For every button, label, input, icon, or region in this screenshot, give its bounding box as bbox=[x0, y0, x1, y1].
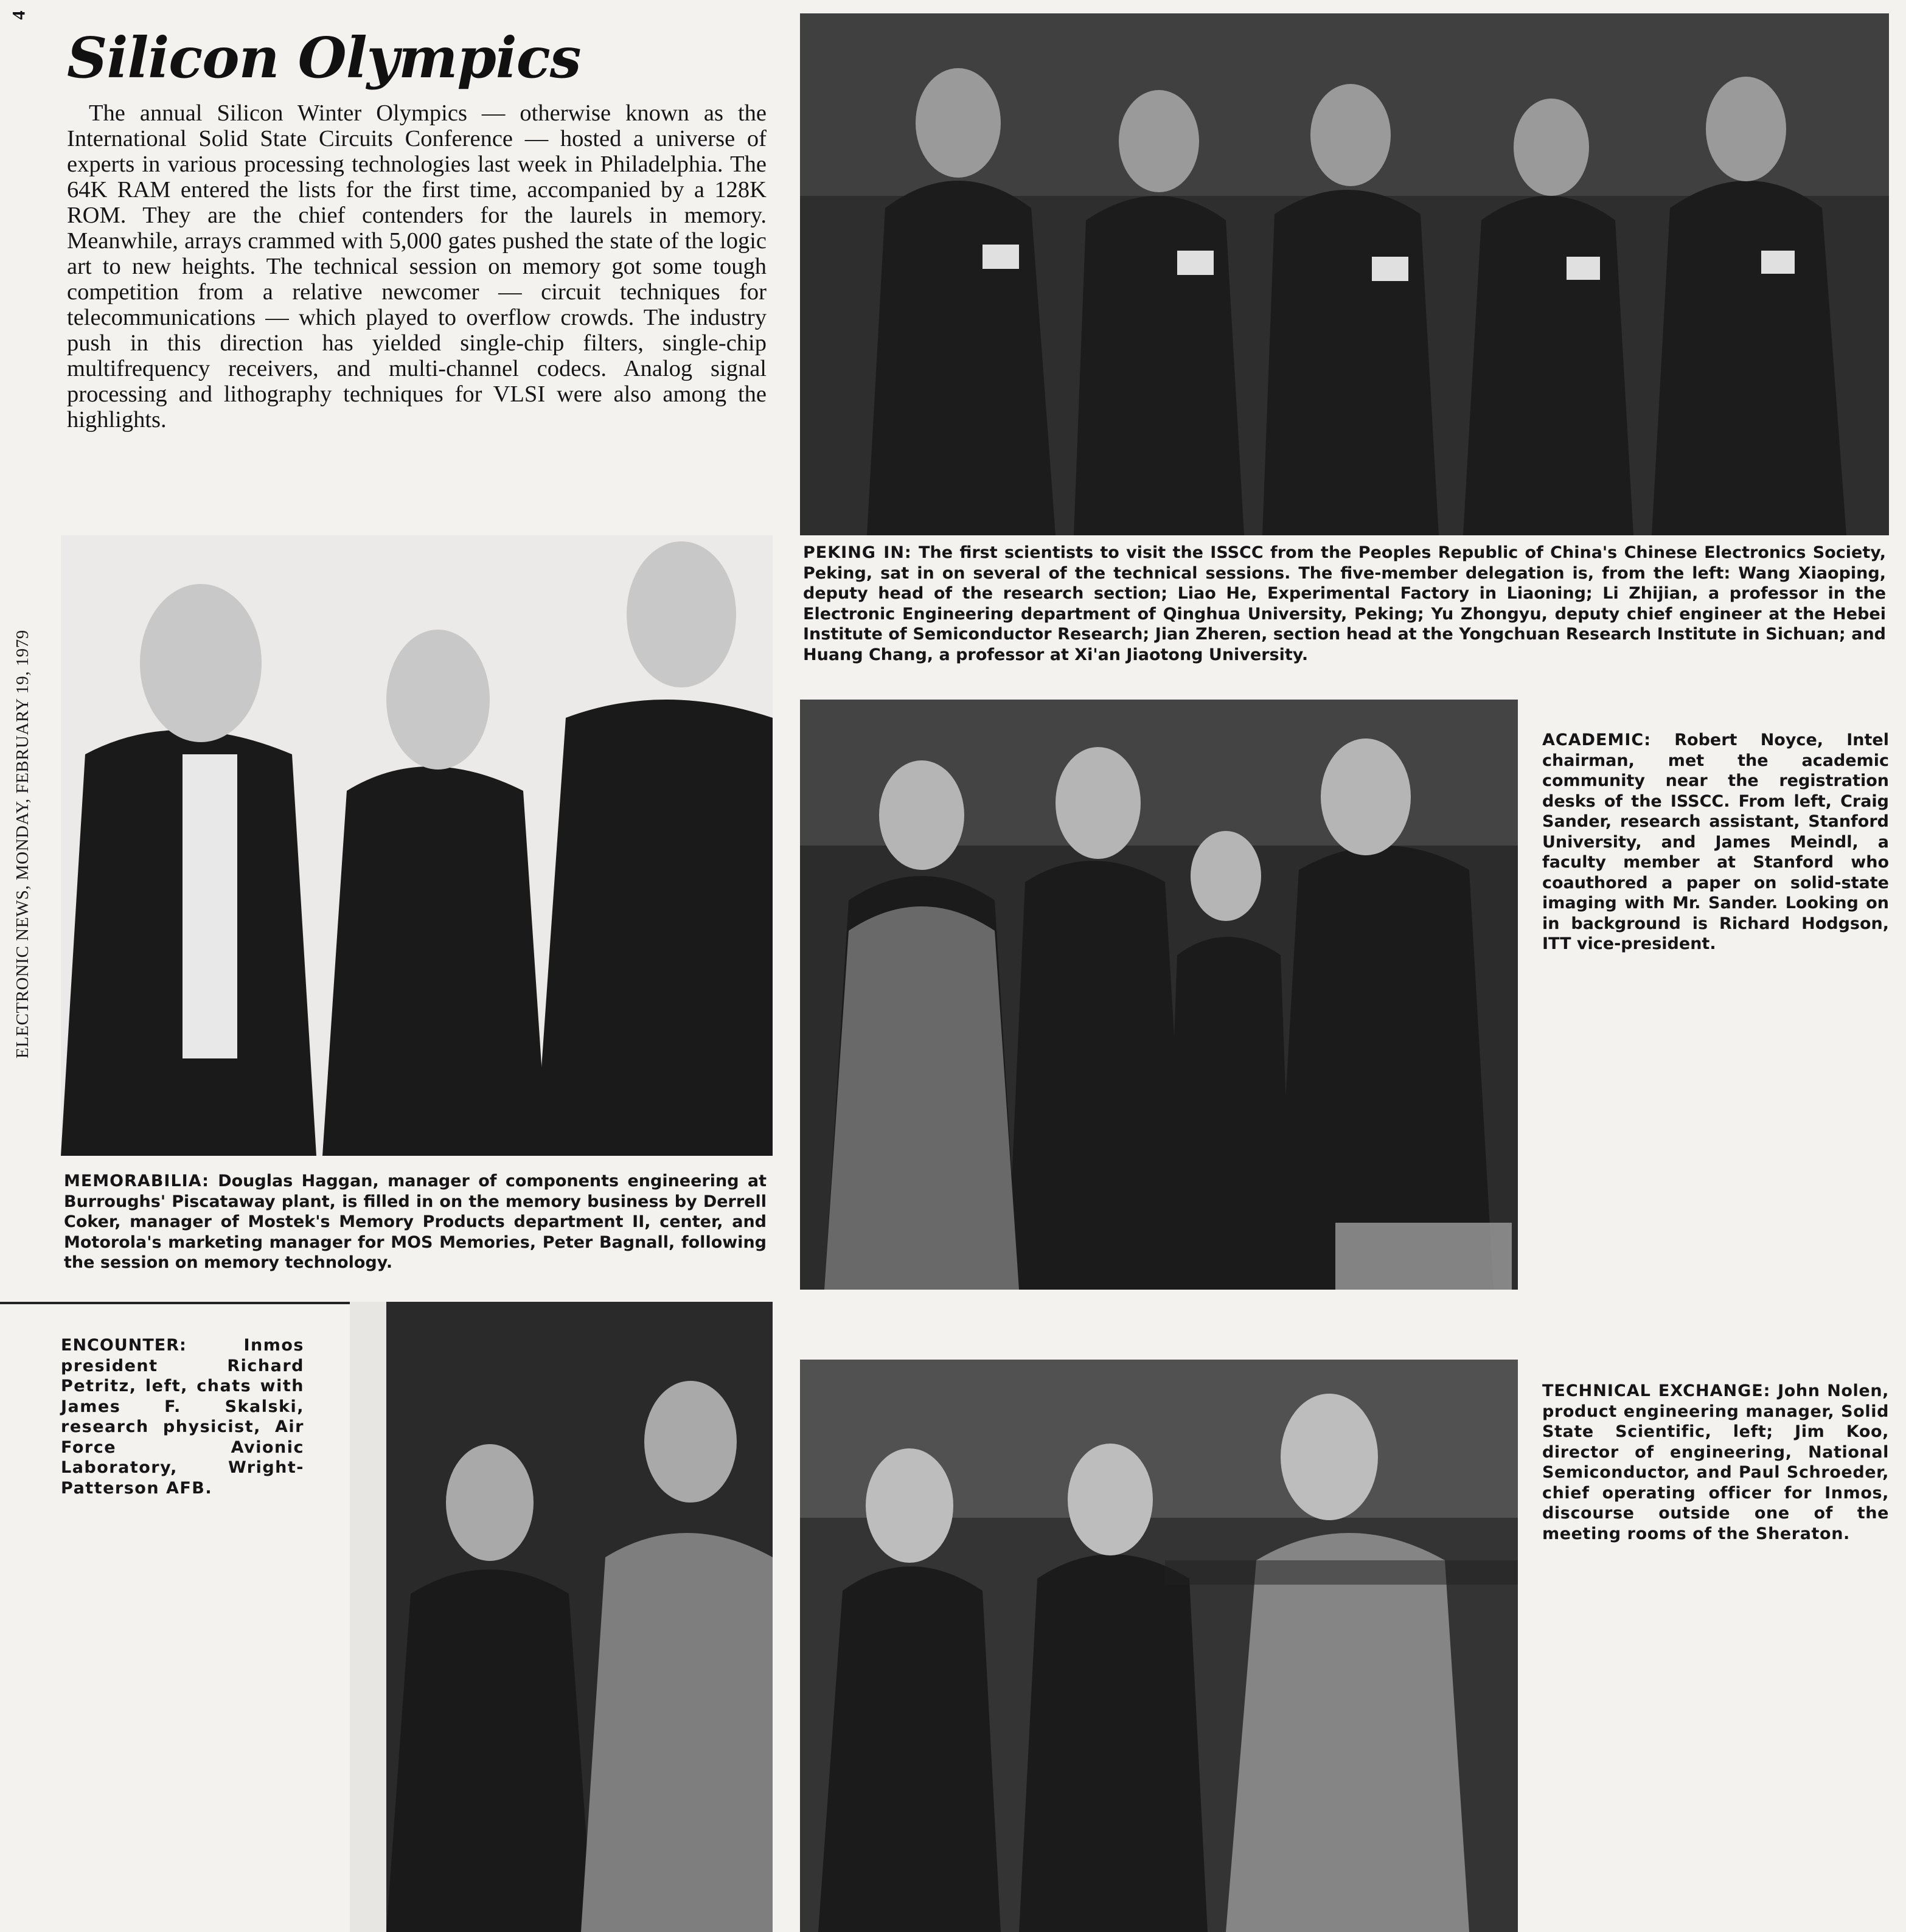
photo-technical-figures bbox=[800, 1360, 1518, 1932]
page-number: 4 bbox=[9, 10, 29, 20]
caption-peking-text: The first scientists to visit the ISSCC from the Peoples Republic of China's Chinese Electronics Society, Peking, sat in on several of the technical sessions. The five-member delegation is, from the left: Wang Xiaoping, deputy head of the research section; Liao He, Experimental Factory in Liaoning; Li Zhijian, a professor in the Electronic Engineering department of Qinghua University, Peking; Yu Zhongyu, deputy chief engineer at the Hebei Institute of Semiconductor Research; Jian Zheren, section head at the Yongchuan Research Institute in Sichuan; and Huang Chang, a professor at Xi'an Jiaotong University. bbox=[803, 543, 1886, 664]
photo-memorabilia-figures bbox=[61, 535, 773, 1156]
photo-encounter bbox=[350, 1302, 773, 1932]
photo-technical-exchange bbox=[800, 1360, 1518, 1932]
photo-peking-delegation bbox=[800, 13, 1889, 535]
caption-technical-lead: TECHNICAL EXCHANGE: bbox=[1542, 1381, 1771, 1400]
caption-memorabilia bbox=[64, 1171, 767, 1273]
caption-academic-lead: ACADEMIC: bbox=[1542, 731, 1651, 749]
caption-memorabilia-text: Douglas Haggan, manager of components engineering at Burroughs' Piscataway plant, is filled in on the memory business by Derrell Coker, manager of Mostek's Memory Products department II, center, and Motorola's marketing manager for MOS Memories, Peter Bagnall, following the session on memory technology. bbox=[64, 1172, 767, 1272]
caption-encounter-lead: ENCOUNTER: bbox=[61, 1336, 187, 1355]
photo-academic bbox=[800, 700, 1518, 1290]
caption-academic-text: Robert Noyce, Intel chairman, met the academic community near the registration desks of the ISSCC. From left, Craig Sander, research assistant, Stanford University, and James Meindl, a faculty member at Stanford who coauthored a paper on solid-state imaging with Mr. Sander. Looking on in background is Richard Hodgson, ITT vice-president. bbox=[1542, 731, 1889, 953]
article-headline: Silicon Olympics bbox=[67, 25, 581, 91]
caption-peking-lead: PEKING IN: bbox=[803, 543, 912, 562]
folio-text: ELECTRONIC NEWS, MONDAY, FEBRUARY 19, 1979 bbox=[13, 630, 32, 1058]
caption-encounter-text: Inmos president Richard Petritz, left, chats with James F. Skalski, research physicist, Air Force Avionic Laboratory, Wright-Patterson AFB. bbox=[61, 1336, 304, 1498]
caption-technical-exchange bbox=[1542, 1381, 1889, 1544]
article-body: The annual Silicon Winter Olympics — otherwise known as the International Solid State Circuits Conference — hosted a universe of experts in various processing technologies last week in Philadelphia. The 64K RAM entered the lists for the first time, accompanied by a 128K ROM. They are the chief contenders for the laurels in memory. Meanwhile, arrays crammed with 5,000 gates pushed the state of the logic art to new heights. The technical session on memory got some tough competition from a relative newcomer — circuit techniques for telecommunications — which played to overflow crowds. The industry push in this direction has yielded single-chip filters, single-chip multifrequency receivers, and multi-channel codecs. Analog signal processing and lithography techniques for VLSI were also among the highlights. bbox=[67, 100, 767, 433]
caption-memorabilia-lead: MEMORABILIA: bbox=[64, 1172, 209, 1190]
caption-encounter bbox=[61, 1335, 304, 1498]
caption-academic bbox=[1542, 730, 1889, 954]
folio-line bbox=[12, 535, 55, 1065]
photo-peking-figures bbox=[800, 13, 1889, 535]
caption-peking bbox=[803, 543, 1886, 665]
photo-encounter-figures bbox=[350, 1302, 773, 1932]
photo-academic-figures bbox=[800, 700, 1518, 1290]
photo-memorabilia bbox=[61, 535, 773, 1156]
caption-technical-text: John Nolen, product engineering manager, Solid State Scientific, left; Jim Koo, director of engineering, National Semiconductor, and Paul Schroeder, chief operating officer for Inmos, discourse outside one of the meeting rooms of the Sheraton. bbox=[1542, 1381, 1889, 1543]
